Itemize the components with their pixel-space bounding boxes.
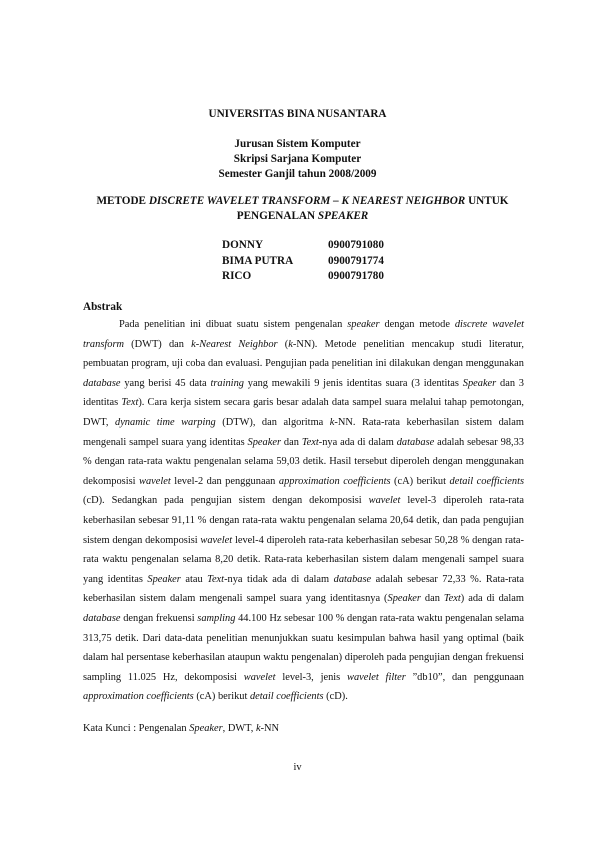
abstract-text-segment: -NN. Rata-rata keberhasilan sistem dalam mengenali sampel suara yang identitas [83,416,524,448]
author-name: RICO [222,270,252,282]
title-middle: UNTUK PENGENALAN [236,195,509,222]
abstract-italic-term: Text [207,573,225,585]
abstract-italic-term: approximation coefficients [278,475,391,487]
abstract-text-segment: -nya tidak ada di dalam [224,573,334,585]
abstract-text-segment: (DTW), dan algoritma [215,416,330,428]
abstract-text-segment: dan 3 identitas [83,377,524,409]
abstract-italic-term: Text [121,397,139,409]
abstract-text-segment: adalah sebesar 98,33 % dengan rata-rata waktu pengenalan selama 59,03 detik. Hasil tersebut diperoleh dengan menggunakan dekomposisi [83,436,524,487]
abstract-text-segment: (cD). Sedangkan pada pengujian sistem dengan dekomposisi [83,495,369,507]
abstract-text-segment: atau [180,573,208,585]
abstract-text-segment: level-2 dan penggunaan [170,475,279,487]
abstract-text-segment: dan [281,436,302,448]
abstract-italic-term: database [333,573,372,585]
abstract-italic-term: k [329,416,335,428]
author-name: BIMA PUTRA [222,254,294,267]
abstract-body [83,315,524,707]
abstract-italic-term: Text [443,593,461,605]
abstract-text-segment: yang berisi 45 data [120,377,211,389]
abstract-text-segment: (cA) berikut [193,691,250,703]
keywords-middle: , DWT, [222,723,256,734]
abstract-heading: Abstrak [83,301,123,313]
keywords-suffix: -NN [260,723,280,734]
title-italic-speaker: SPEAKER [317,210,369,222]
keywords-line [83,722,279,736]
abstract-italic-term: Text [301,436,319,448]
abstract-italic-term: Speaker [247,436,281,448]
abstract-text-segment: -NN). Metode penelitian mencakup studi literatur, pembuatan program, uji coba dan evaluasi. Pengujian pada penelitian ini dilakukan dengan menggunakan [83,338,525,370]
abstract-text-segment: 44.100 Hz sebesar 100 % dengan rata-rata waktu pengenalan selama 313,75 detik. Dari data-data penelitian menunjukkan suatu kesimpulan bahwa hasil yang optimal (baik dalam hal persentase keberhasilan ataupun waktu pengenalan) diperoleh pada pengujian dengan frekuensi sampling 11.025 Hz, dekomposisi [83,612,524,683]
abstract-text-segment: (DWT) dan [124,338,192,350]
abstract-italic-term: database [83,612,121,624]
abstract-text-segment: ”db10”, dan penggunaan [405,671,524,683]
abstract-text-segment: dan [420,593,444,605]
author-list [222,238,384,285]
abstract-text-segment: yang mewakili 9 jenis identitas suara (3 identitas [243,377,463,389]
university-name: UNIVERSITAS BINA NUSANTARA [208,108,387,120]
abstract-italic-term: wavelet [368,495,401,507]
keywords-label: Kata Kunci : Pengenalan [83,723,190,734]
abstract-italic-term: Speaker [462,377,497,389]
abstract-italic-term: database [396,436,435,448]
abstract-text-segment: level-3, jenis [275,671,348,683]
author-id: 0900791774 [328,254,384,267]
program-name: Skripsi Sarjana Komputer [233,153,362,165]
paper-title [80,194,525,224]
abstract-text-segment: (cD). [323,691,348,703]
abstract-italic-term: wavelet [200,534,233,546]
keyword-italic-k: k [255,723,261,734]
abstract-text-segment: (cA) berikut [390,475,450,487]
author-row [222,269,384,285]
abstract-text-segment: level-4 diperoleh rata-rata keberhasilan sebesar 50,28 % dengan rata-rata waktu pengenalan selama 8,20 detik. Rata-rata keberhasilan sistem dalam mengenali sampel suara yang identitas [83,534,524,585]
abstract-text-segment: ). Cara kerja sistem secara garis besar adalah data sampel suara melalui tahap pemotongan, DWT, [83,397,525,428]
abstract-text-segment: -nya ada di dalam [318,436,397,448]
abstract-italic-term: discrete wavelet transform [83,319,524,350]
abstract-italic-term: wavelet [139,475,171,487]
abstract-italic-term: detail coefficients [449,475,525,487]
abstract-italic-term: approximation coefficients [83,691,194,703]
keyword-italic-speaker: Speaker [189,723,223,734]
abstract-text-segment: dengan frekuensi [120,612,198,624]
page-number: iv [293,762,302,773]
author-row [222,254,384,270]
author-id: 0900791780 [328,270,384,282]
author-row [222,238,384,254]
abstract-italic-term: database [83,377,121,389]
abstract-italic-term: Speaker [147,573,181,585]
abstract-text-segment: ) ada di dalam [460,593,524,605]
abstract-italic-term: wavelet [243,671,276,683]
title-italic-method: DISCRETE WAVELET TRANSFORM – K NEAREST NEIGHBOR [148,195,466,207]
department-name: Jurusan Sistem Komputer [234,138,361,150]
abstract-italic-term: detail coefficients [249,691,324,703]
abstract-italic-term: k [288,338,293,350]
title-prefix: METODE [96,195,149,207]
author-id: 0900791080 [328,239,384,251]
abstract-text-segment: level-3 diperoleh rata-rata keberhasilan sebesar 91,11 % dengan rata-rata waktu pengenalan selama 20,64 detik, dan pada pengujian sistem dengan dekomposisi [83,495,525,546]
abstract-italic-term: sampling [197,612,236,624]
abstract-italic-term: speaker [347,319,380,330]
abstract-text-segment: ( [277,338,289,350]
abstract-text-segment: adalah sebesar 72,33 %. Rata-rata keberhasilan sistem dalam mengenali sampel suara yang identitasnya ( [83,573,524,605]
abstract-italic-term: k-Nearest Neighbor [191,338,278,350]
abstract-text-segment: Pada penelitian ini dibuat suatu sistem pengenalan [119,319,348,330]
abstract-italic-term: dynamic time warping [115,416,216,428]
author-name: DONNY [222,239,264,251]
semester-info: Semester Ganjil tahun 2008/2009 [218,168,377,180]
abstract-italic-term: Speaker [387,593,421,605]
abstract-italic-term: training [210,377,244,389]
abstract-text-segment: dengan metode [379,319,455,330]
abstract-italic-term: wavelet filter [347,671,406,683]
